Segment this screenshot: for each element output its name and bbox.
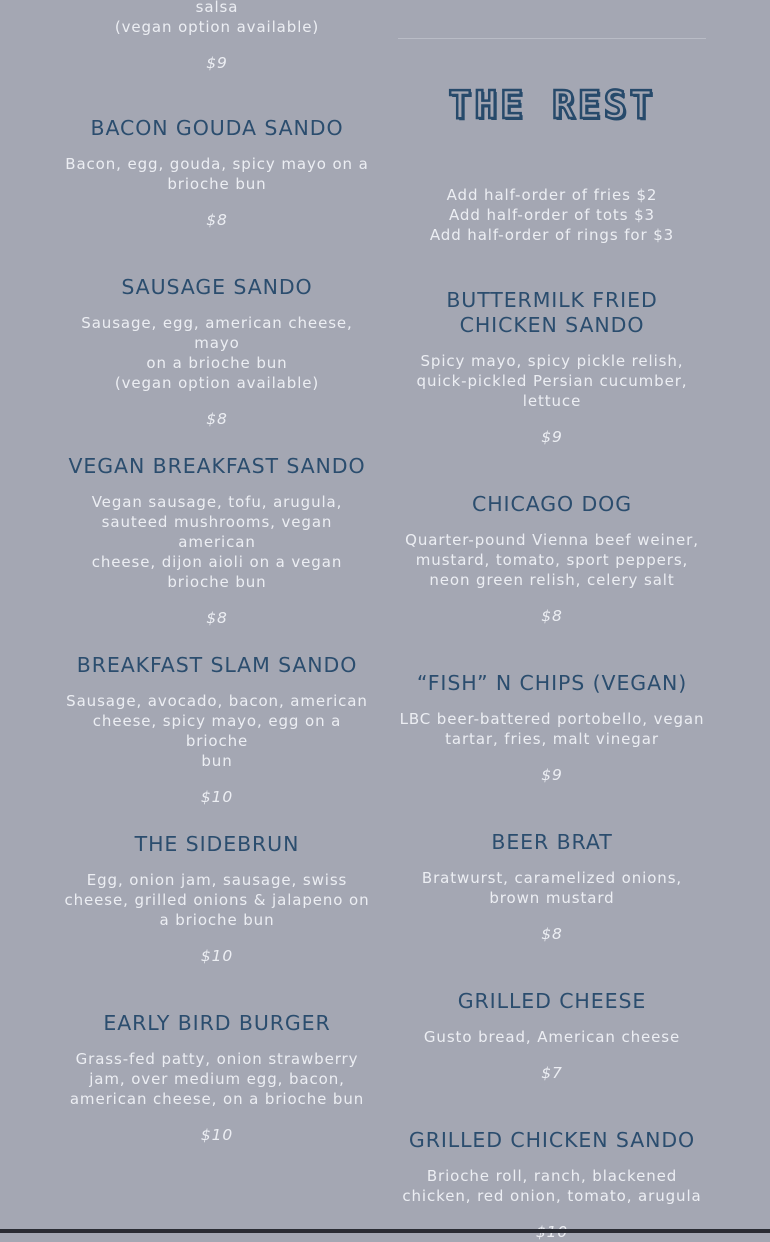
- item-name: THE SIDEBRUN: [134, 832, 300, 856]
- item-price: $10: [200, 1126, 234, 1144]
- item-price: $9: [541, 428, 563, 446]
- item-price: $10: [200, 947, 234, 965]
- item-description: Egg, onion jam, sausage, swiss cheese, grilled onions & jalapeno on a brioche bun: [64, 871, 370, 929]
- menu-item-buttermilk-fried-chicken-sando: [398, 288, 706, 447]
- item-price: $8: [541, 925, 563, 943]
- menu-item-early-bird-burger: [62, 1011, 372, 1145]
- item-price: $10: [200, 788, 234, 806]
- item-name: GRILLED CHEESE: [457, 989, 647, 1013]
- item-name: BUTTERMILK FRIED CHICKEN SANDO: [446, 288, 658, 337]
- addons-list: [398, 185, 706, 245]
- menu-item-vegan-breakfast-sando: [62, 454, 372, 628]
- item-price: $7: [541, 1064, 563, 1082]
- addon-fries: Add half-order of fries $2: [446, 186, 658, 204]
- addon-tots: Add half-order of tots $3: [449, 206, 655, 224]
- menu-item-breakfast-slam-sando: [62, 653, 372, 807]
- menu-item-grilled-cheese: [398, 989, 706, 1083]
- item-name: VEGAN BREAKFAST SANDO: [68, 454, 366, 478]
- item-description: LBC beer-battered portobello, vegan tartar, fries, malt vinegar: [399, 710, 705, 748]
- item-price: $8: [206, 609, 228, 627]
- item-description: Bratwurst, caramelized onions, brown mustard: [421, 869, 683, 907]
- item-name: SAUSAGE SANDO: [121, 275, 313, 299]
- menu-item-beer-brat: [398, 830, 706, 944]
- item-price: $8: [206, 410, 228, 428]
- item-description: Grass-fed patty, onion strawberry jam, over medium egg, bacon, american cheese, on a brioche bun: [69, 1050, 365, 1108]
- item-name: GRILLED CHICKEN SANDO: [408, 1128, 696, 1152]
- item-price: $9: [206, 54, 228, 72]
- item-price: $8: [206, 211, 228, 229]
- item-price: $8: [541, 607, 563, 625]
- item-description: Vegan sausage, tofu, arugula, sauteed mushrooms, vegan american cheese, dijon aioli on a vegan brioche bun: [91, 493, 343, 591]
- item-description: Bacon, egg, gouda, spicy mayo on a brioche bun: [65, 155, 369, 193]
- item-name: BACON GOUDA SANDO: [90, 116, 344, 140]
- section-title: THE REST: [448, 83, 656, 127]
- item-description: Gusto bread, American cheese: [423, 1028, 681, 1046]
- item-description: Spicy mayo, spicy pickle relish, quick-pickled Persian cucumber, lettuce: [416, 352, 688, 410]
- item-description: Quarter-pound Vienna beef weiner, mustard, tomato, sport peppers, neon green relish, celery salt: [405, 531, 699, 589]
- item-name: BEER BRAT: [491, 830, 613, 854]
- section-divider: [398, 38, 706, 39]
- item-description: Sausage, egg, american cheese, mayo on a brioche bun (vegan option available): [81, 314, 353, 392]
- item-price: $9: [541, 766, 563, 784]
- menu-item-the-sidebrun: [62, 832, 372, 966]
- item-name: “FISH” N CHIPS (VEGAN): [416, 671, 688, 695]
- menu-item-bacon-gouda-sando: [62, 116, 372, 230]
- item-name: CHICAGO DOG: [472, 492, 632, 516]
- item-name: EARLY BIRD BURGER: [103, 1011, 331, 1035]
- menu-item-grilled-chicken-sando: [398, 1128, 706, 1242]
- item-name: BREAKFAST SLAM SANDO: [76, 653, 358, 677]
- bottom-bar: [0, 1229, 770, 1233]
- item-description: Sausage, avocado, bacon, american cheese, spicy mayo, egg on a brioche bun: [66, 692, 368, 770]
- menu-item-continued: [62, 0, 372, 73]
- menu-item-fish-n-chips-vegan: [398, 671, 706, 785]
- addon-rings: Add half-order of rings for $3: [429, 226, 675, 244]
- menu-item-sausage-sando: [62, 275, 372, 429]
- item-description: salsa (vegan option available): [114, 0, 320, 36]
- menu-item-chicago-dog: [398, 492, 706, 626]
- item-description: Brioche roll, ranch, blackened chicken, red onion, tomato, arugula: [402, 1167, 702, 1205]
